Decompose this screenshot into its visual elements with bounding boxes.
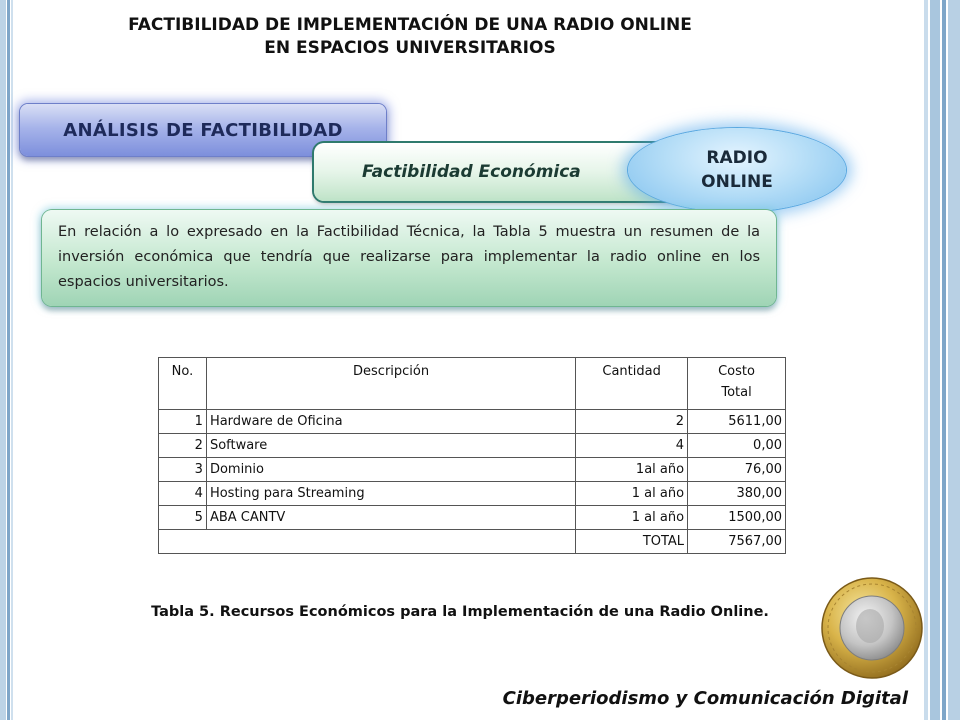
header-description: Descripción — [206, 358, 575, 410]
row-no: 3 — [159, 458, 207, 482]
total-label: TOTAL — [576, 530, 688, 554]
header-cost-line-2: Total — [721, 385, 752, 400]
table-header-row — [159, 358, 786, 410]
table-row — [159, 410, 786, 434]
left-border-stripe-light — [11, 0, 13, 720]
row-description: ABA CANTV — [206, 506, 575, 530]
row-cost: 0,00 — [688, 434, 786, 458]
total-empty-cell — [159, 530, 576, 554]
title-line-2: EN ESPACIOS UNIVERSITARIOS — [264, 38, 556, 58]
right-border-stripe-dark — [942, 0, 946, 720]
footer-course-title: Ciberperiodismo y Comunicación Digital — [502, 688, 908, 709]
row-cost: 1500,00 — [688, 506, 786, 530]
row-quantity: 4 — [576, 434, 688, 458]
row-quantity: 1 al año — [576, 506, 688, 530]
row-description: Hosting para Streaming — [206, 482, 575, 506]
row-no: 5 — [159, 506, 207, 530]
row-no: 4 — [159, 482, 207, 506]
row-quantity: 1al año — [576, 458, 688, 482]
radio-bubble-line-1: RADIO — [706, 148, 768, 168]
table-caption: Tabla 5. Recursos Económicos para la Implementación de una Radio Online. — [151, 604, 769, 620]
row-cost: 380,00 — [688, 482, 786, 506]
row-quantity: 1 al año — [576, 482, 688, 506]
row-cost: 5611,00 — [688, 410, 786, 434]
left-border-stripe — [0, 0, 6, 720]
right-border-stripe — [924, 0, 928, 720]
table-row — [159, 482, 786, 506]
left-border-stripe-dark — [7, 0, 10, 720]
row-cost: 76,00 — [688, 458, 786, 482]
description-box: En relación a lo expresado en la Factibilidad Técnica, la Tabla 5 muestra un resumen de la inversión económica que tendría que realizarse para implementar la radio online en los espacios universitarios. — [42, 210, 776, 306]
row-quantity: 2 — [576, 410, 688, 434]
radio-bubble-line-2: ONLINE — [701, 172, 773, 192]
header-cost-line-1: Costo — [718, 364, 755, 379]
total-value: 7567,00 — [688, 530, 786, 554]
right-border-stripe-edge — [948, 0, 960, 720]
economic-feasibility-label: Factibilidad Económica — [314, 143, 700, 201]
row-no: 1 — [159, 410, 207, 434]
row-description: Software — [206, 434, 575, 458]
table-total-row — [159, 530, 786, 554]
page-title — [100, 14, 720, 60]
coin-icon — [820, 576, 924, 680]
radio-online-bubble — [628, 128, 846, 212]
table-row — [159, 434, 786, 458]
row-no: 2 — [159, 434, 207, 458]
right-border-stripe-mid — [930, 0, 940, 720]
row-description: Dominio — [206, 458, 575, 482]
table-row — [159, 506, 786, 530]
row-description: Hardware de Oficina — [206, 410, 575, 434]
title-line-1: FACTIBILIDAD DE IMPLEMENTACIÓN DE UNA RADIO ONLINE — [128, 15, 692, 35]
table-row — [159, 458, 786, 482]
header-total-cost — [688, 358, 786, 410]
header-no: No. — [159, 358, 207, 410]
costs-table — [158, 357, 786, 554]
analysis-label: ANÁLISIS DE FACTIBILIDAD — [20, 104, 386, 156]
header-quantity: Cantidad — [576, 358, 688, 410]
